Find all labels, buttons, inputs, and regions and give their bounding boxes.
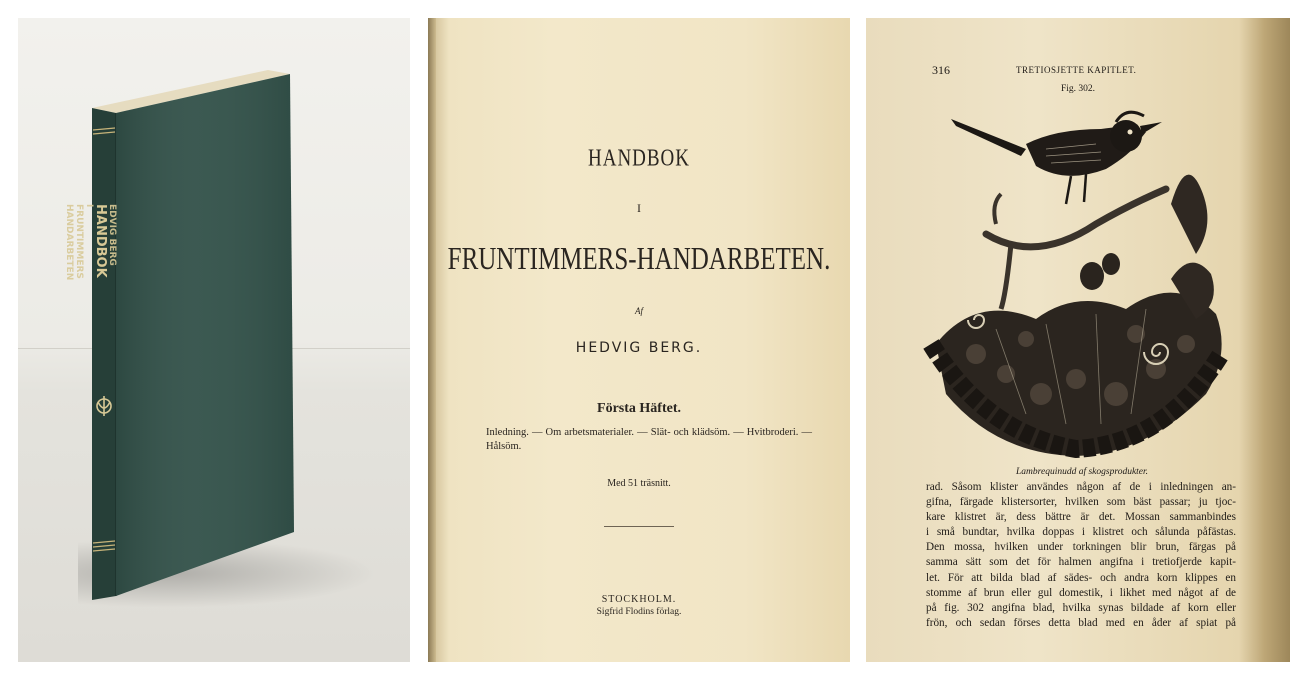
body-line: stomme af brun eller gul domestik, i likhet med något af de (926, 586, 1236, 599)
branch (986, 189, 1166, 247)
book-cover-photo (18, 18, 410, 662)
spine-title-4: HANDARBETEN (64, 204, 74, 281)
by-line: Af (635, 306, 643, 316)
body-text (926, 480, 1236, 631)
spine-title-3: FRUNTIMMERS (74, 204, 84, 279)
bird-engraving (916, 94, 1236, 466)
contents-list: Inledning. — Om arbetsmaterialer. — Slät- och klädsöm. — Hvitbroderi. — Hålsöm. (486, 427, 812, 452)
spine-title-1: HANDBOK (93, 204, 108, 278)
bird (951, 112, 1162, 204)
figure-label: Fig. 302. (1061, 84, 1096, 94)
title-line-3: FRUNTIMMERS-HANDARBETEN. (447, 242, 831, 277)
spine-title-2: I (84, 204, 94, 208)
title-page (428, 18, 850, 662)
author-name: HEDVIG BERG. (575, 340, 703, 356)
woodcuts-note: Med 51 träsnitt. (607, 478, 671, 489)
spine-author: EDVIG BERG (107, 204, 117, 266)
page-number: 316 (932, 63, 950, 77)
spine-lettering (64, 204, 117, 404)
running-head: TRETIOSJETTE KAPITLET. (1016, 65, 1137, 75)
part-title: Första Häftet. (597, 401, 681, 416)
body-line: let. För att bilda blad af sädes- och andra korn klippes en (926, 571, 1236, 584)
divider (604, 526, 674, 527)
lambrequin-cluster (931, 175, 1222, 456)
body-line: i små bundtar, hvilka doppas i klistret och sålunda påfästas. (926, 526, 1236, 539)
body-line: rad. Såsom klister användes någon af de i inledningen an- (926, 481, 1236, 493)
body-line: gifna, färgade klistersorter, hvilken som bäst passar; ju tjoc- (926, 496, 1236, 509)
text-page (866, 18, 1290, 662)
body-line: kare klistret är, dess bättre är det. Mossan sammanbindes (926, 511, 1236, 524)
body-line: samma sätt som det för halmen angifna i tretiofjerde kapit- (926, 556, 1236, 569)
publisher-name: Sigfrid Flodins förlag. (596, 607, 682, 617)
body-line: på fig. 302 angifna blad, hvilka synas bildade af korn eller (926, 601, 1236, 614)
publisher-city: STOCKHOLM. (601, 594, 677, 605)
figure-caption: Lambrequinudd af skogsprodukter. (1016, 467, 1149, 477)
title-line-1: HANDBOK (588, 145, 690, 172)
body-line: frön, och sedan förses detta blad med en åder af spiat på (926, 616, 1236, 629)
body-line: Den mossa, hvilken under torkningen blir brun, färgas på (926, 541, 1236, 554)
title-line-2: I (637, 201, 641, 215)
